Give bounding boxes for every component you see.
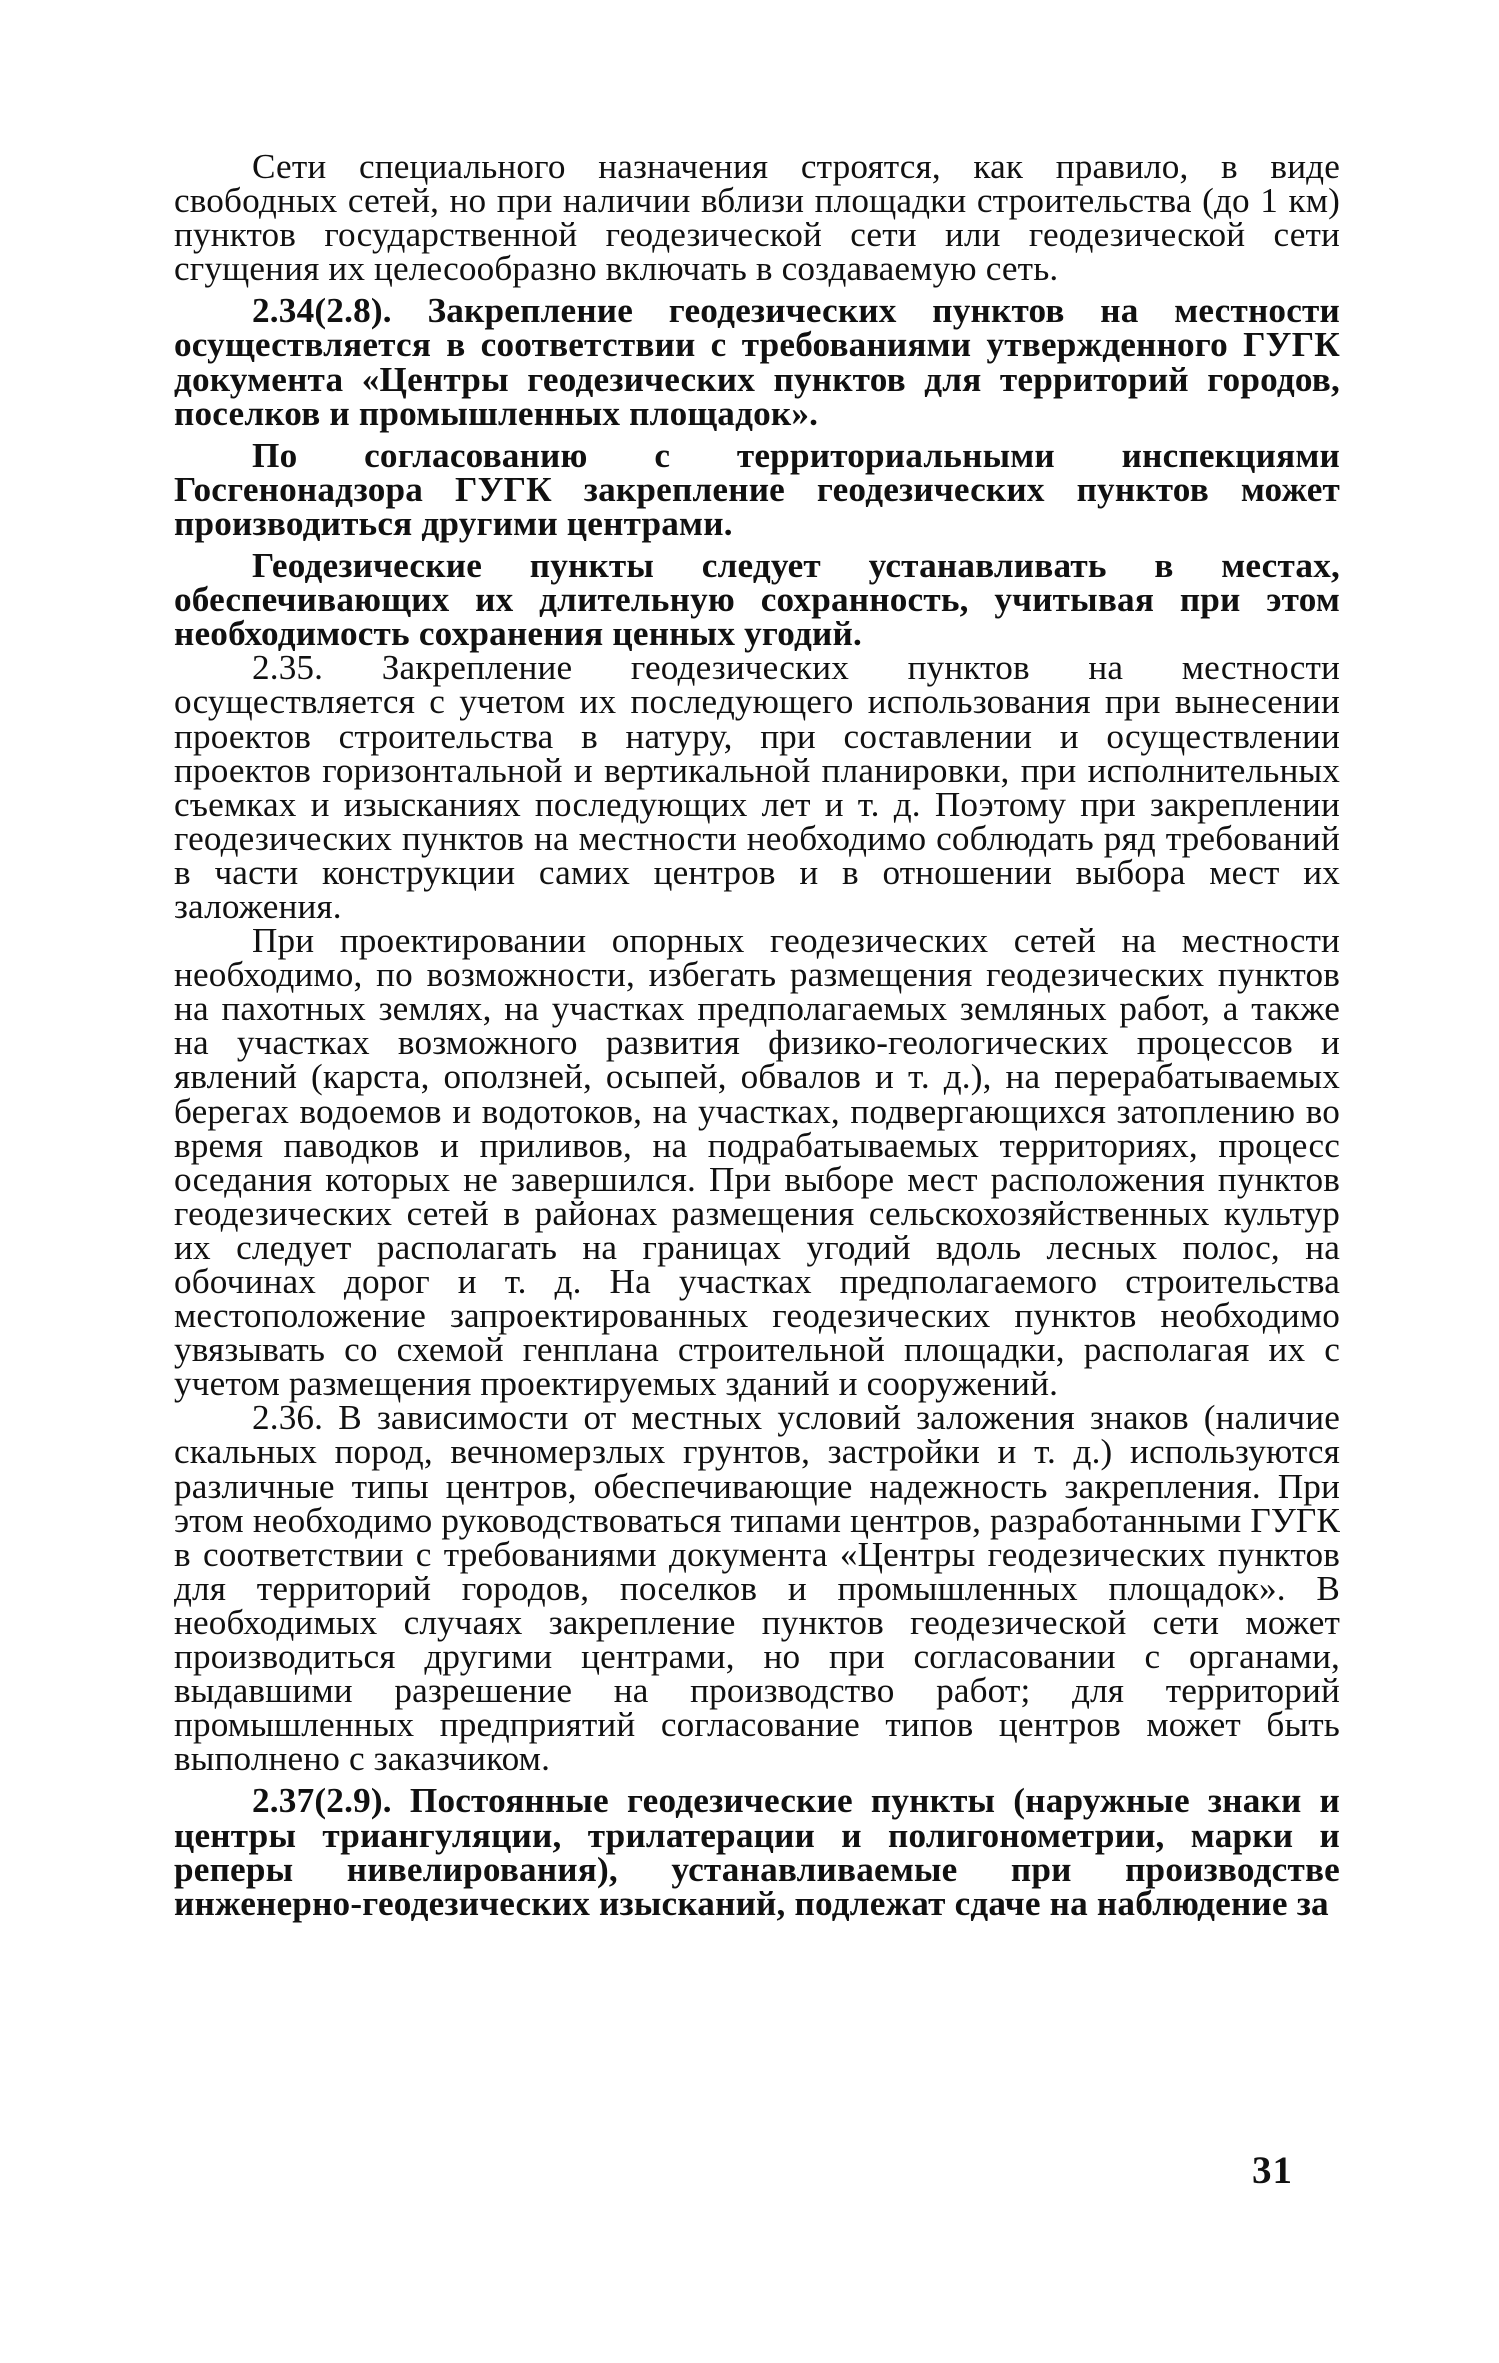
- paragraph-2-35: 2.35. Закрепление геодезических пунктов на местности осуществляется с учетом их последующего использования при вынесении проектов строительства в натуру, при составлении и осуществлении проектов горизонтальной и вертикальной планировки, при исполнительных съемках и изысканиях последующих лет и т. д. Поэтому при закреплении геодезических пунктов на местности необходимо соблюдать ряд требований в части конструкции самих центров и в отношении выбора мест их заложения.: [174, 648, 1340, 926]
- paragraph-2-34: 2.34(2.8). Закрепление геодезических пунктов на местности осуществляется в соответствии с требованиями утвержденного ГУГК документа «Центры геодезических пунктов для территорий городов, поселков и промышленных площадок».: [174, 291, 1340, 433]
- paragraph-2-37: 2.37(2.9). Постоянные геодезические пункты (наружные знаки и центры триангуляции, трилатерации и полигонометрии, марки и реперы нивелирования), устанавливаемые при производстве инженерно-геодезических изысканий, подлежат сдаче на наблюдение за: [174, 1781, 1340, 1923]
- paragraph-points-placement: Геодезические пункты следует устанавливать в местах, обеспечивающих их длительную сохранность, учитывая при этом необходимость сохранения ценных угодий.: [174, 546, 1340, 654]
- page-number: 31: [1252, 2149, 1293, 2192]
- paragraph-special-networks: Сети специального назначения строятся, как правило, в виде свободных сетей, но при наличии вблизи площадки строительства (до 1 км) пунктов государственной геодезической сети или геодезической сети сгущения их целесообразно включать в создаваемую сеть.: [174, 147, 1340, 289]
- paragraph-agreement: По согласованию с территориальными инспекциями Госгенонадзора ГУГК закрепление геодезических пунктов может производиться другими центрами.: [174, 435, 1340, 543]
- page-body: [174, 147, 1340, 1923]
- paragraph-design: При проектировании опорных геодезических сетей на местности необходимо, по возможности, избегать размещения геодезических пунктов на пахотных землях, на участках предполагаемых земляных работ, а также на участках возможного развития физико-геологических процессов и явлений (карста, оползней, осыпей, обвалов и т. д.), на перерабатываемых берегах водоемов и водотоков, на участках, подвергающихся затоплению во время паводков и приливов, на подрабатываемых территориях, процесс оседания которых не завершился. При выборе мест расположения пунктов геодезических сетей в районах размещения сельскохозяйственных культур их следует располагать на границах угодий вдоль лесных полос, на обочинах дорог и т. д. На участках предполагаемого строительства местоположение запроектированных геодезических пунктов необходимо увязывать со схемой генплана строительной площадки, располагая их с учетом размещения проектируемых зданий и сооружений.: [174, 921, 1340, 1404]
- paragraph-2-36: 2.36. В зависимости от местных условий заложения знаков (наличие скальных пород, вечномерзлых грунтов, застройки и т. д.) используются различные типы центров, обеспечивающие надежность закрепления. При этом необходимо руководствоваться типами центров, разработанными ГУГК в соответствии с требованиями документа «Центры геодезических пунктов для территорий городов, поселков и промышленных площадок». В необходимых случаях закрепление пунктов геодезической сети может производиться другими центрами, но при согласовании с органами, выдавшими разрешение на производство работ; для территорий промышленных предприятий согласование типов центров может быть выполнено с заказчиком.: [174, 1398, 1340, 1779]
